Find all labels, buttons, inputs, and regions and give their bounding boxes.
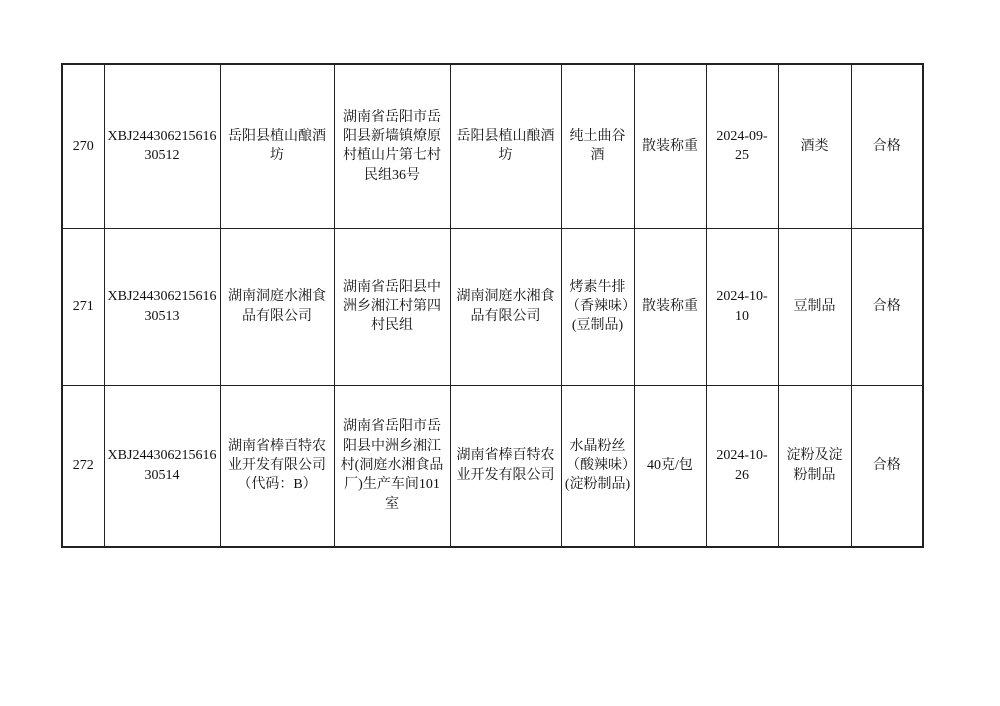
product-name-cell: 水晶粉丝（酸辣味）(淀粉制品) bbox=[561, 385, 634, 547]
producer-name-cell: 岳阳县植山酿酒坊 bbox=[220, 64, 334, 228]
producer-address-cell: 湖南省岳阳市岳阳县新墙镇燎原村植山片第七村民组36号 bbox=[334, 64, 450, 228]
result-cell: 合格 bbox=[851, 385, 923, 547]
spec-cell: 散装称重 bbox=[634, 228, 706, 385]
report-no-cell: XBJ24430621561630512 bbox=[104, 64, 220, 228]
product-name-cell: 烤素牛排（香辣味）(豆制品) bbox=[561, 228, 634, 385]
table-row bbox=[62, 64, 923, 228]
serial-cell: 271 bbox=[62, 228, 104, 385]
spec-cell: 40克/包 bbox=[634, 385, 706, 547]
category-cell: 豆制品 bbox=[778, 228, 851, 385]
sampled-unit-cell: 岳阳县植山酿酒坊 bbox=[450, 64, 561, 228]
serial-cell: 270 bbox=[62, 64, 104, 228]
spec-cell: 散装称重 bbox=[634, 64, 706, 228]
producer-address-cell: 湖南省岳阳市岳阳县中洲乡湘江村(洞庭水湘食品厂)生产车间101室 bbox=[334, 385, 450, 547]
report-no-cell: XBJ24430621561630514 bbox=[104, 385, 220, 547]
table-row bbox=[62, 385, 923, 547]
production-date-cell: 2024-10-10 bbox=[706, 228, 778, 385]
report-no-cell: XBJ24430621561630513 bbox=[104, 228, 220, 385]
sampled-unit-cell: 湖南省棒百特农业开发有限公司 bbox=[450, 385, 561, 547]
result-cell: 合格 bbox=[851, 228, 923, 385]
producer-name-cell: 湖南洞庭水湘食品有限公司 bbox=[220, 228, 334, 385]
category-cell: 淀粉及淀粉制品 bbox=[778, 385, 851, 547]
table-row bbox=[62, 228, 923, 385]
producer-name-cell: 湖南省棒百特农业开发有限公司（代码：B） bbox=[220, 385, 334, 547]
production-date-cell: 2024-09-25 bbox=[706, 64, 778, 228]
production-date-cell: 2024-10-26 bbox=[706, 385, 778, 547]
category-cell: 酒类 bbox=[778, 64, 851, 228]
product-name-cell: 纯土曲谷酒 bbox=[561, 64, 634, 228]
serial-cell: 272 bbox=[62, 385, 104, 547]
sampled-unit-cell: 湖南洞庭水湘食品有限公司 bbox=[450, 228, 561, 385]
result-cell: 合格 bbox=[851, 64, 923, 228]
results-table bbox=[61, 63, 924, 548]
producer-address-cell: 湖南省岳阳县中洲乡湘江村第四村民组 bbox=[334, 228, 450, 385]
